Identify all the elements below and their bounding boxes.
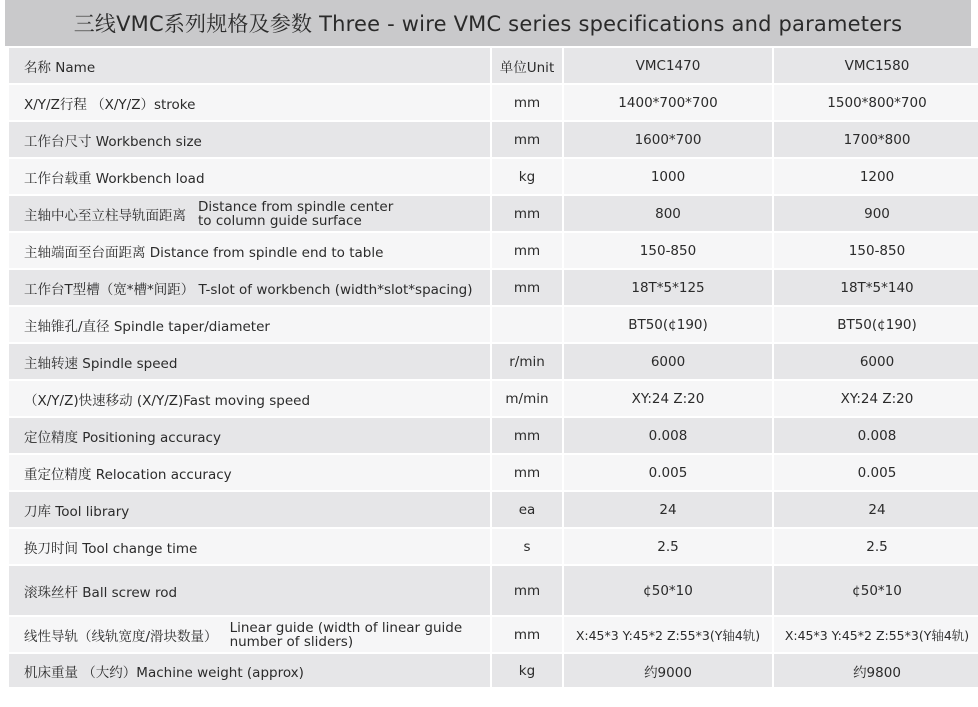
row-value-1: 800 <box>564 196 774 233</box>
row-name: 工作台尺寸 Workbench size <box>9 122 492 159</box>
row-value-1: 6000 <box>564 344 774 381</box>
table-row <box>9 196 978 233</box>
table-row <box>9 307 978 344</box>
row-name <box>9 196 492 233</box>
row-name-en-line1: Distance from spindle center <box>198 198 394 215</box>
row-value-1: 1000 <box>564 159 774 196</box>
header-unit: 单位Unit <box>492 48 564 85</box>
table-row <box>9 418 978 455</box>
table-row <box>9 492 978 529</box>
row-value-1: 18T*5*125 <box>564 270 774 307</box>
row-value-2: 1700*800 <box>774 122 978 159</box>
table-row <box>9 233 978 270</box>
row-name-en-line2: to column guide surface <box>198 212 362 229</box>
row-value-2: 0.005 <box>774 455 978 492</box>
row-unit: kg <box>492 159 564 196</box>
table-row <box>9 529 978 566</box>
row-value-2: XY:24 Z:20 <box>774 381 978 418</box>
row-unit: mm <box>492 455 564 492</box>
row-value-1: 1600*700 <box>564 122 774 159</box>
header-model-2: VMC1580 <box>774 48 978 85</box>
header-name: 名称 Name <box>9 48 492 85</box>
row-unit: mm <box>492 122 564 159</box>
row-name <box>9 617 492 654</box>
row-name: 重定位精度 Relocation accuracy <box>9 455 492 492</box>
row-value-2: 900 <box>774 196 978 233</box>
table-row <box>9 617 978 654</box>
row-value-1: BT50(¢190) <box>564 307 774 344</box>
row-name: 工作台载重 Workbench load <box>9 159 492 196</box>
row-value-2: ¢50*10 <box>774 566 978 617</box>
header-model-1: VMC1470 <box>564 48 774 85</box>
row-name: 换刀时间 Tool change time <box>9 529 492 566</box>
row-name-cn: 主轴中心至立柱导轨面距离 <box>24 207 186 224</box>
row-unit: r/min <box>492 344 564 381</box>
table-row <box>9 159 978 196</box>
row-value-1: X:45*3 Y:45*2 Z:55*3(Y轴4轨) <box>564 617 774 654</box>
table-row <box>9 654 978 689</box>
table-row <box>9 566 978 617</box>
header-row <box>9 48 978 85</box>
row-unit: s <box>492 529 564 566</box>
row-unit: mm <box>492 617 564 654</box>
row-value-1: 150-850 <box>564 233 774 270</box>
row-name: （X/Y/Z)快速移动 (X/Y/Z)Fast moving speed <box>9 381 492 418</box>
row-value-1: 约9000 <box>564 654 774 689</box>
row-value-2: 1500*800*700 <box>774 85 978 122</box>
table-row <box>9 455 978 492</box>
row-unit: mm <box>492 196 564 233</box>
row-value-1: 1400*700*700 <box>564 85 774 122</box>
row-unit: mm <box>492 566 564 617</box>
row-unit: mm <box>492 270 564 307</box>
page-title: 三线VMC系列规格及参数 Three - wire VMC series specifications and parameters <box>5 0 971 46</box>
row-name: 定位精度 Positioning accuracy <box>9 418 492 455</box>
row-value-2: 约9800 <box>774 654 978 689</box>
row-value-2: X:45*3 Y:45*2 Z:55*3(Y轴4轨) <box>774 617 978 654</box>
row-value-2: 18T*5*140 <box>774 270 978 307</box>
row-name-en-line1: Linear guide (width of linear guide <box>229 619 463 636</box>
row-name: 主轴转速 Spindle speed <box>9 344 492 381</box>
table-row <box>9 122 978 159</box>
row-value-2: 24 <box>774 492 978 529</box>
row-value-1: 0.008 <box>564 418 774 455</box>
row-unit: m/min <box>492 381 564 418</box>
row-unit: mm <box>492 85 564 122</box>
row-name: 工作台T型槽（宽*槽*间距） T-slot of workbench (width*slot*spacing) <box>9 270 492 307</box>
table-row <box>9 381 978 418</box>
table-row <box>9 270 978 307</box>
row-unit: ea <box>492 492 564 529</box>
table-row <box>9 85 978 122</box>
row-unit: mm <box>492 233 564 270</box>
row-value-2: 1200 <box>774 159 978 196</box>
row-unit: mm <box>492 418 564 455</box>
row-value-1: XY:24 Z:20 <box>564 381 774 418</box>
row-value-1: 2.5 <box>564 529 774 566</box>
row-name: 主轴锥孔/直径 Spindle taper/diameter <box>9 307 492 344</box>
spec-table <box>9 48 978 689</box>
row-name: 刀库 Tool library <box>9 492 492 529</box>
row-unit: kg <box>492 654 564 689</box>
row-name: X/Y/Z行程 （X/Y/Z）stroke <box>9 85 492 122</box>
row-value-2: 150-850 <box>774 233 978 270</box>
row-name-cn: 线性导轨（线轨宽度/滑块数量） <box>24 628 218 645</box>
row-value-2: BT50(¢190) <box>774 307 978 344</box>
row-value-1: 24 <box>564 492 774 529</box>
row-name: 主轴端面至台面距离 Distance from spindle end to table <box>9 233 492 270</box>
row-name: 机床重量 （大约）Machine weight (approx) <box>9 654 492 689</box>
row-value-2: 2.5 <box>774 529 978 566</box>
row-value-2: 6000 <box>774 344 978 381</box>
row-name: 滚珠丝杆 Ball screw rod <box>9 566 492 617</box>
row-value-2: 0.008 <box>774 418 978 455</box>
row-unit <box>492 307 564 344</box>
row-value-1: ¢50*10 <box>564 566 774 617</box>
row-value-1: 0.005 <box>564 455 774 492</box>
row-name-en-line2: number of sliders) <box>229 633 354 650</box>
table-row <box>9 344 978 381</box>
